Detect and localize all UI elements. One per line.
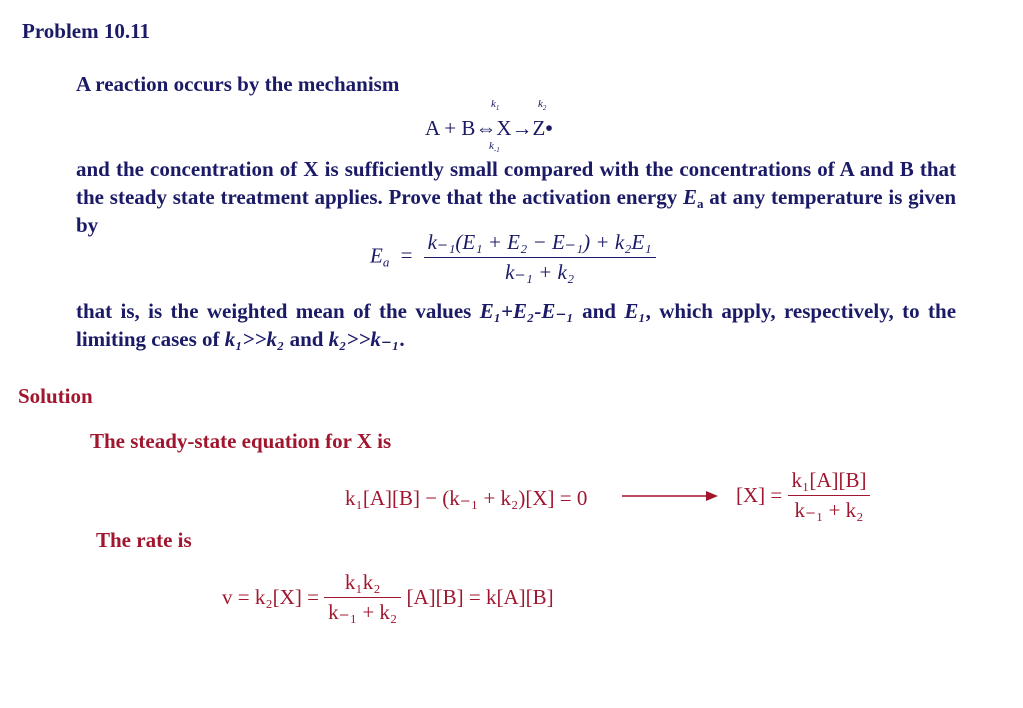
rate-denominator: k₋₁ + k₂: [328, 600, 398, 624]
problem-paragraph-3: that is, is the weighted mean of the values E₁+E₂-E₋₁ and E₁, which apply, respectively, to the limiting cases of k₁>>k₂ and k₂>>k₋₁.: [76, 299, 957, 351]
species-b: B: [461, 116, 476, 140]
mechanism-equation: [425, 116, 553, 141]
solution-heading: Solution: [18, 384, 93, 408]
ea-denominator: k₋₁ + k₂: [505, 260, 575, 284]
steady-state-label: The steady-state equation for X is: [90, 429, 392, 453]
x-concentration-expression: [X] = $\frac{\text{k₁[A][B]}}{\text{k₋₁ + k₂}}$: [736, 468, 870, 523]
problem-heading: Problem 10.11: [22, 19, 150, 43]
plus-sign: +: [444, 116, 457, 140]
x-numerator: k₁[A][B]: [791, 468, 867, 492]
rate-constant-k-minus-1: $k_{-1}$: [489, 140, 500, 155]
steady-state-equation: k₁[A][B] − (k₋₁ + k₂)[X] = 0: [345, 486, 588, 510]
equilibrium-arrow-icon: ⇔: [475, 116, 497, 140]
ea-numerator: k₋₁(E₁ + E₂ − E₋₁) + k₂E₁: [427, 230, 652, 254]
rate-equation: v = k₂[X] = $\frac{\text{k₁k₂}}{\text{k₋₁ + k₂}}$ [A][B] = k[A][B]: [222, 570, 554, 624]
x-fraction: [788, 468, 871, 523]
activation-energy-formula: $E_a$ = $\frac{\text{k₋₁(E₁ + E₂ − E₋₁) + k₂E₁}}{\text{k₋₁ + k₂}}$: [370, 230, 656, 285]
species-x: X: [496, 116, 512, 140]
right-arrow-icon: [620, 488, 720, 504]
rate-numerator: k₁k₂: [344, 570, 381, 594]
dot-icon: •: [545, 116, 553, 140]
species-a: A: [425, 116, 440, 140]
ea-fraction: [424, 230, 656, 285]
rate-label: The rate is: [96, 528, 192, 552]
problem-paragraph-2: and the concentration of X is sufficiently small compared with the concentrations of A and B that the steady state treatment applies. Prove that the activation energy $E_a$ at any temperature is given by: [76, 157, 956, 237]
rate-constant-k1: $k_1$: [491, 98, 500, 113]
rate-constant-k2: $k_2$: [538, 98, 547, 113]
x-denominator: k₋₁ + k₂: [794, 498, 864, 522]
problem-intro: A reaction occurs by the mechanism: [76, 72, 400, 96]
rate-fraction: [324, 570, 401, 625]
species-z: Z: [532, 116, 546, 140]
forward-arrow-icon: →: [511, 116, 533, 140]
reaction-mechanism: [425, 96, 595, 158]
